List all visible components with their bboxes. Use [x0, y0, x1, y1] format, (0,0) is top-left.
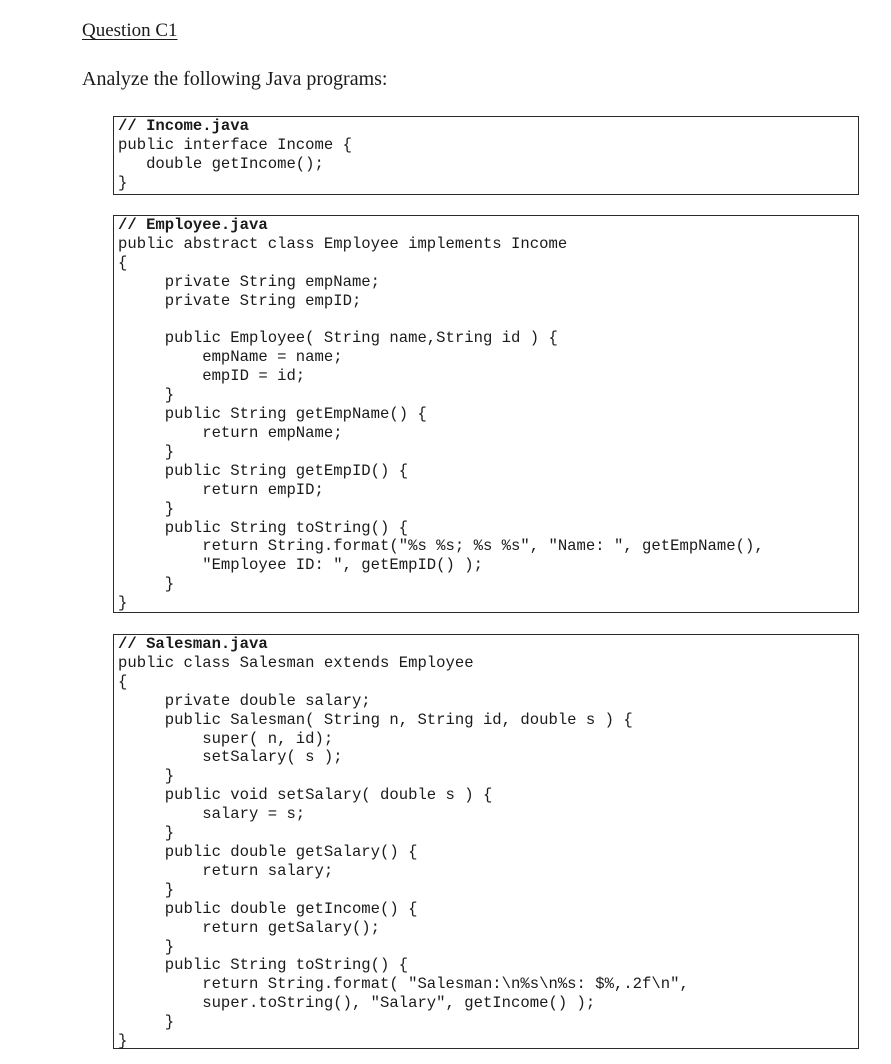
code-listing [114, 216, 858, 613]
code-body: public abstract class Employee implements Income { private String empName; private String empID; public Employee( String name,String id ) { empName = name; empID = id; } public String getEmpName() { return empName; } public String getEmpID() { return empID; } public String toString() { return String.format("%s %s; %s %s", "Name: ", getEmpName(), "Employee ID: ", getEmpID() ); } } [118, 234, 764, 613]
code-body: public class Salesman extends Employee { private double salary; public Salesman( String n, String id, double s ) { super( n, id); setSalary( s ); } public void setSalary( double s ) { salary = s; } public double getSalary() { return salary; } public double getIncome() { return getSalary(); } public String toString() { return String.format( "Salesman:\n%s\n%s: $%,.2f\n", super.toString(), "Salary", getIncome() ); } } [118, 653, 689, 1051]
code-listing [114, 635, 858, 1051]
question-title: Question C1 [82, 20, 178, 41]
file-name-comment: // Salesman.java [118, 635, 268, 653]
code-block-income-java [113, 116, 859, 195]
file-name-comment: // Employee.java [118, 216, 268, 234]
code-listing [114, 117, 858, 193]
file-name-comment: // Income.java [118, 117, 250, 135]
question-intro: Analyze the following Java programs: [82, 68, 388, 90]
code-block-salesman-java [113, 634, 859, 1049]
code-body: public interface Income { double getIncome(); } [118, 135, 352, 192]
code-block-employee-java [113, 215, 859, 613]
